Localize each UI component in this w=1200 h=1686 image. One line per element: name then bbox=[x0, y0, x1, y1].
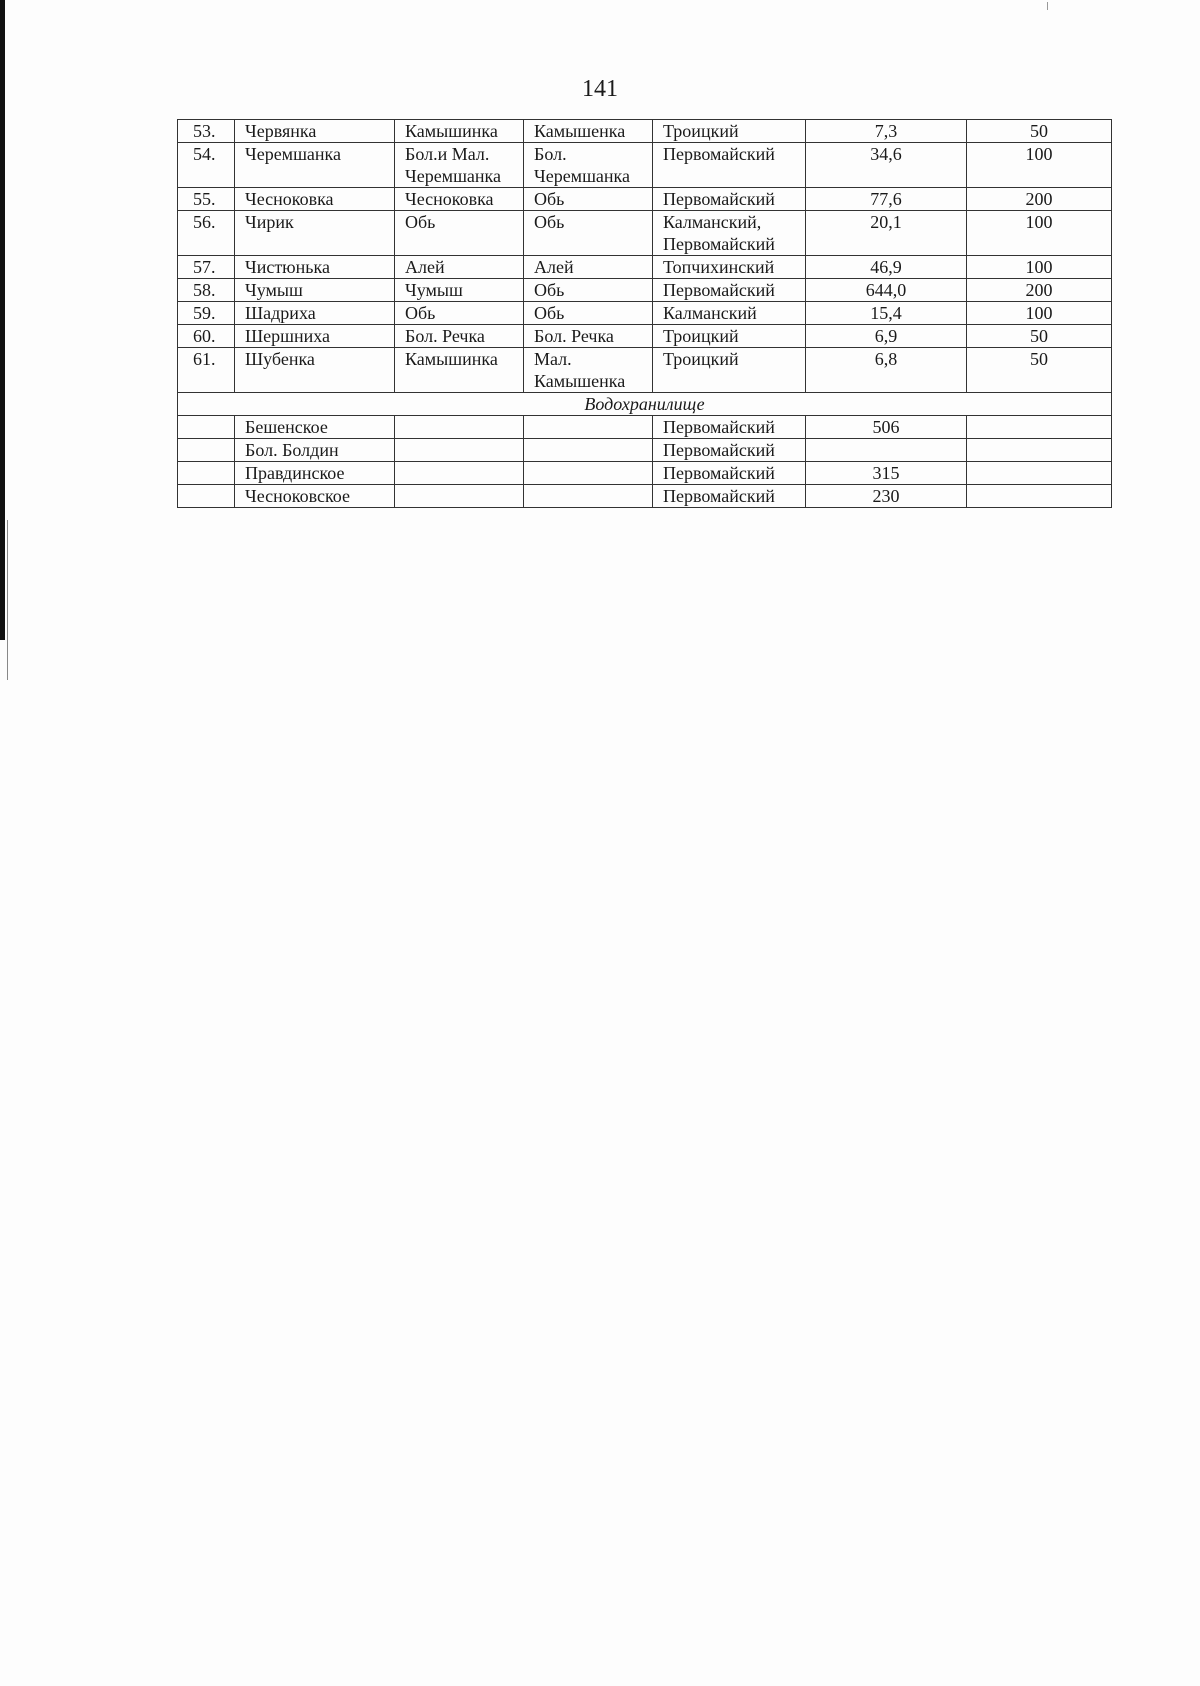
basin: Обь bbox=[524, 211, 653, 256]
table-row bbox=[178, 143, 1112, 188]
section-title: Водохранилище bbox=[178, 393, 1112, 416]
basin: Алей bbox=[524, 256, 653, 279]
length-value: 77,6 bbox=[806, 188, 967, 211]
row-number bbox=[178, 439, 235, 462]
row-number bbox=[178, 462, 235, 485]
table-row bbox=[178, 325, 1112, 348]
scan-edge-thin bbox=[7, 520, 8, 680]
district: Первомайский bbox=[653, 485, 806, 508]
table-row bbox=[178, 302, 1112, 325]
empty-cell bbox=[967, 485, 1112, 508]
empty-cell bbox=[395, 485, 524, 508]
table-row bbox=[178, 416, 1112, 439]
zone-value: 50 bbox=[967, 348, 1112, 393]
table-row bbox=[178, 279, 1112, 302]
empty-cell bbox=[395, 439, 524, 462]
row-number: 54. bbox=[178, 143, 235, 188]
district: Первомайский bbox=[653, 279, 806, 302]
basin: Обь bbox=[524, 188, 653, 211]
row-number: 57. bbox=[178, 256, 235, 279]
district: Первомайский bbox=[653, 462, 806, 485]
length-value: 6,8 bbox=[806, 348, 967, 393]
length-value: 34,6 bbox=[806, 143, 967, 188]
river-name: Чистюнька bbox=[235, 256, 395, 279]
tributary-of: Обь bbox=[395, 302, 524, 325]
zone-value: 100 bbox=[967, 211, 1112, 256]
length-value: 644,0 bbox=[806, 279, 967, 302]
empty-cell bbox=[967, 439, 1112, 462]
empty-cell bbox=[524, 416, 653, 439]
tributary-of: Чумыш bbox=[395, 279, 524, 302]
district: Топчихинский bbox=[653, 256, 806, 279]
empty-cell bbox=[967, 416, 1112, 439]
area-value: 315 bbox=[806, 462, 967, 485]
zone-value: 50 bbox=[967, 325, 1112, 348]
district: Первомайский bbox=[653, 188, 806, 211]
table-row bbox=[178, 188, 1112, 211]
tributary-of: Обь bbox=[395, 211, 524, 256]
river-name: Чирик bbox=[235, 211, 395, 256]
row-number: 59. bbox=[178, 302, 235, 325]
empty-cell bbox=[967, 462, 1112, 485]
river-name: Червянка bbox=[235, 120, 395, 143]
zone-value: 200 bbox=[967, 188, 1112, 211]
district: Первомайский bbox=[653, 416, 806, 439]
district: Калманский bbox=[653, 302, 806, 325]
row-number: 53. bbox=[178, 120, 235, 143]
row-number: 55. bbox=[178, 188, 235, 211]
table-row bbox=[178, 439, 1112, 462]
district: Первомайский bbox=[653, 143, 806, 188]
empty-cell bbox=[524, 462, 653, 485]
row-number: 60. bbox=[178, 325, 235, 348]
table-row bbox=[178, 485, 1112, 508]
length-value: 7,3 bbox=[806, 120, 967, 143]
section-row bbox=[178, 393, 1112, 416]
river-name: Шубенка bbox=[235, 348, 395, 393]
length-value: 15,4 bbox=[806, 302, 967, 325]
scan-mark bbox=[1047, 2, 1048, 10]
district: Троицкий bbox=[653, 325, 806, 348]
tributary-of: Бол. Речка bbox=[395, 325, 524, 348]
reservoir-name: Бол. Болдин bbox=[235, 439, 395, 462]
area-value: 506 bbox=[806, 416, 967, 439]
river-name: Шадриха bbox=[235, 302, 395, 325]
empty-cell bbox=[395, 462, 524, 485]
row-number: 61. bbox=[178, 348, 235, 393]
district: Первомайский bbox=[653, 439, 806, 462]
district: Калманский, Первомайский bbox=[653, 211, 806, 256]
row-number: 56. bbox=[178, 211, 235, 256]
length-value: 20,1 bbox=[806, 211, 967, 256]
zone-value: 100 bbox=[967, 256, 1112, 279]
tributary-of: Чесноковка bbox=[395, 188, 524, 211]
reservoir-name: Чесноковское bbox=[235, 485, 395, 508]
empty-cell bbox=[395, 416, 524, 439]
zone-value: 200 bbox=[967, 279, 1112, 302]
basin: Обь bbox=[524, 279, 653, 302]
basin: Обь bbox=[524, 302, 653, 325]
tributary-of: Бол.и Мал. Черемшанка bbox=[395, 143, 524, 188]
river-name: Шершниха bbox=[235, 325, 395, 348]
empty-cell bbox=[524, 485, 653, 508]
length-value: 46,9 bbox=[806, 256, 967, 279]
table-row bbox=[178, 120, 1112, 143]
table-row bbox=[178, 256, 1112, 279]
row-number bbox=[178, 485, 235, 508]
table-row bbox=[178, 462, 1112, 485]
area-value: 230 bbox=[806, 485, 967, 508]
reservoir-name: Бешенское bbox=[235, 416, 395, 439]
basin: Камышенка bbox=[524, 120, 653, 143]
zone-value: 100 bbox=[967, 302, 1112, 325]
tributary-of: Камышинка bbox=[395, 120, 524, 143]
zone-value: 100 bbox=[967, 143, 1112, 188]
basin: Бол. Черемшанка bbox=[524, 143, 653, 188]
row-number bbox=[178, 416, 235, 439]
tributary-of: Алей bbox=[395, 256, 524, 279]
basin: Бол. Речка bbox=[524, 325, 653, 348]
river-name: Черемшанка bbox=[235, 143, 395, 188]
table-row bbox=[178, 211, 1112, 256]
length-value: 6,9 bbox=[806, 325, 967, 348]
basin: Мал. Камышенка bbox=[524, 348, 653, 393]
row-number: 58. bbox=[178, 279, 235, 302]
district: Троицкий bbox=[653, 120, 806, 143]
area-value bbox=[806, 439, 967, 462]
reservoir-name: Правдинское bbox=[235, 462, 395, 485]
rivers-table bbox=[177, 119, 1112, 508]
district: Троицкий bbox=[653, 348, 806, 393]
river-name: Чесноковка bbox=[235, 188, 395, 211]
zone-value: 50 bbox=[967, 120, 1112, 143]
empty-cell bbox=[524, 439, 653, 462]
river-name: Чумыш bbox=[235, 279, 395, 302]
table-row bbox=[178, 348, 1112, 393]
tributary-of: Камышинка bbox=[395, 348, 524, 393]
page-number: 141 bbox=[582, 76, 618, 102]
